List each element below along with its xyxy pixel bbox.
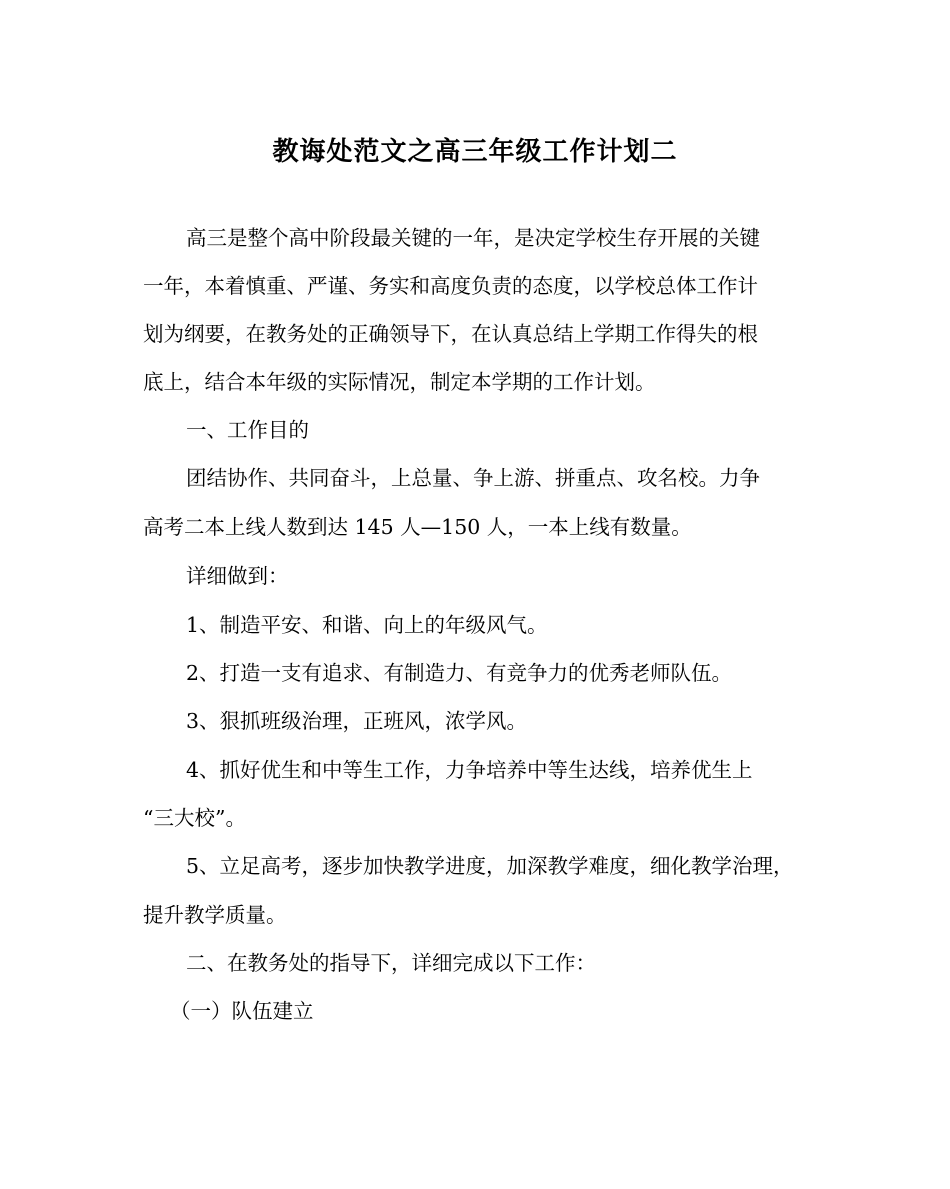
paragraph-line: 高三是整个高中阶段最关键的一年，是决定学校生存开展的关键 <box>186 226 760 250</box>
document-title: 教诲处范文之高三年级工作计划二 <box>272 137 678 167</box>
list-item: 2、打造一支有追求、有制造力、有竞争力的优秀老师队伍。 <box>186 661 733 685</box>
list-item: 3、狠抓班级治理，正班风，浓学风。 <box>186 709 528 733</box>
paragraph-line: 划为纲要，在教务处的正确领导下，在认真总结上学期工作得失的根 <box>143 322 758 346</box>
section-heading: 二、在教务处的指导下，详细完成以下工作： <box>186 951 596 975</box>
paragraph-line: 高考二本上线人数到达 145 人—150 人，一本上线有数量。 <box>143 515 692 539</box>
paragraph-line: 团结协作、共同奋斗，上总量、争上游、拼重点、攻名校。力争 <box>186 466 760 490</box>
list-item: 1、制造平安、和谐、向上的年级风气。 <box>186 613 548 637</box>
paragraph-line: 详细做到： <box>186 564 289 588</box>
subsection-heading: （一）队伍建立 <box>170 999 314 1023</box>
list-item-continuation: “三大校”。 <box>143 806 246 830</box>
list-item-continuation: 提升教学质量。 <box>143 903 287 927</box>
section-heading: 一、工作目的 <box>186 418 309 442</box>
paragraph-line: 底上，结合本年级的实际情况，制定本学期的工作计划。 <box>143 370 656 394</box>
paragraph-line: 一年，本着慎重、严谨、务实和高度负责的态度，以学校总体工作计 <box>143 274 758 298</box>
list-item: 4、抓好优生和中等生工作，力争培养中等生达线，培养优生上 <box>186 758 753 782</box>
list-item: 5、立足高考，逐步加快教学进度，加深教学难度，细化教学治理， <box>186 854 794 878</box>
